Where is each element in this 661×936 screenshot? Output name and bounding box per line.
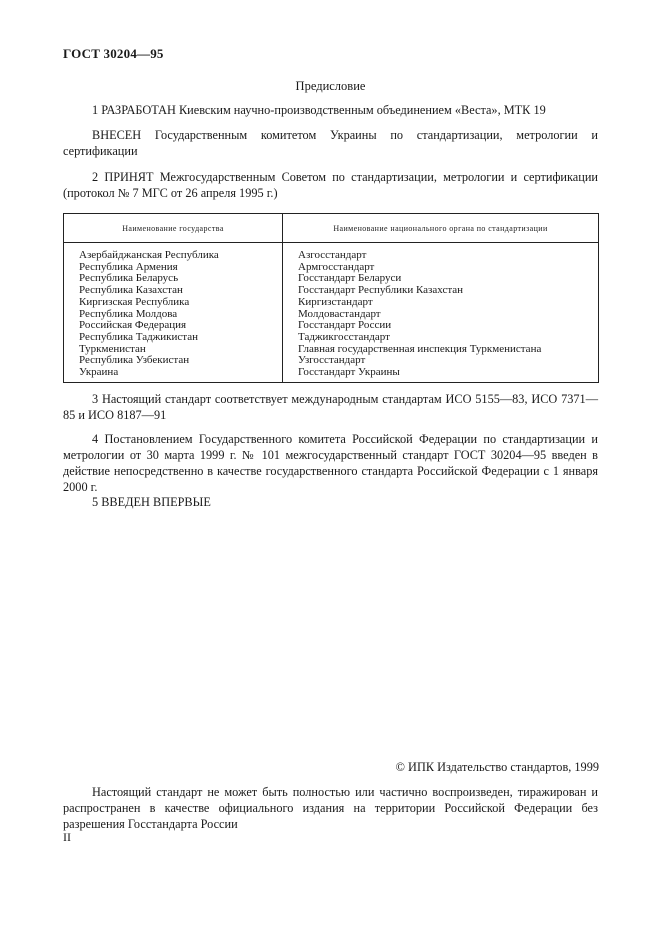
table-row <box>64 367 599 382</box>
paragraph-developed: 1 РАЗРАБОТАН Киевским научно-производственным объединением «Веста», МТК 19 <box>92 103 546 117</box>
paragraph-adopted: 2 ПРИНЯТ Межгосударственным Советом по стандартизации, метрологии и сертификации (протокол № 7 МГС от 26 апреля 1995 г.) <box>63 170 598 200</box>
authority-name-cell: Госстандарт Республики Казахстан <box>283 285 599 297</box>
state-name-cell: Туркменистан <box>64 344 283 356</box>
authority-name-cell: Госстандарт России <box>283 320 599 332</box>
state-name-cell: Российская Федерация <box>64 320 283 332</box>
table-row <box>64 297 599 309</box>
states-table <box>63 213 599 383</box>
table-header-row <box>64 214 599 243</box>
state-name-cell: Азербайджанская Республика <box>64 243 283 262</box>
paragraph-first-introduced: 5 ВВЕДЕН ВПЕРВЫЕ <box>92 495 211 509</box>
reproduction-notice: Настоящий стандарт не может быть полностью или частично воспроизведен, тиражирован и распространен в качестве официального издания на территории Российской Федерации без разрешения Госстандарта России <box>63 785 598 831</box>
authority-name-cell: Узгосстандарт <box>283 355 599 367</box>
authority-name-cell: Молдовастандарт <box>283 309 599 321</box>
copyright: © ИПК Издательство стандартов, 1999 <box>395 760 599 774</box>
authority-name-cell: Армгосстандарт <box>283 262 599 274</box>
state-name-cell: Киргизская Республика <box>64 297 283 309</box>
column-header-state: Наименование государства <box>64 214 283 243</box>
authority-name-cell: Госстандарт Украины <box>283 367 599 382</box>
table-row <box>64 332 599 344</box>
standard-code: ГОСТ 30204—95 <box>63 46 164 61</box>
state-name-cell: Республика Узбекистан <box>64 355 283 367</box>
authority-name-cell: Азгосстандарт <box>283 243 599 262</box>
authority-name-cell: Главная государственная инспекция Туркменистана <box>283 344 599 356</box>
state-name-cell: Республика Беларусь <box>64 273 283 285</box>
paragraph-introduced: ВНЕСЕН Государственным комитетом Украины по стандартизации, метрологии и сертификации <box>63 128 598 158</box>
state-name-cell: Республика Молдова <box>64 309 283 321</box>
authority-name-cell: Таджикгосстандарт <box>283 332 599 344</box>
paragraph-enactment: 4 Постановлением Государственного комитета Российской Федерации по стандартизации и метрологии от 30 марта 1999 г. № 101 межгосударственный стандарт ГОСТ 30204—95 введен в действие непосредственно в качестве государственного стандарта Российской Федерации с 1 января 2000 г. <box>63 432 598 494</box>
paragraph-conformity: 3 Настоящий стандарт соответствует международным стандартам ИСО 5155—83, ИСО 7371—85 и ИСО 8187—91 <box>63 392 598 422</box>
table-row <box>64 243 599 262</box>
state-name-cell: Республика Таджикистан <box>64 332 283 344</box>
column-header-authority: Наименование национального органа по стандартизации <box>283 214 599 243</box>
page-number: II <box>63 830 71 844</box>
state-name-cell: Республика Казахстан <box>64 285 283 297</box>
authority-name-cell: Киргизстандарт <box>283 297 599 309</box>
state-name-cell: Республика Армения <box>64 262 283 274</box>
state-name-cell: Украина <box>64 367 283 382</box>
section-title: Предисловие <box>295 79 366 93</box>
authority-name-cell: Госстандарт Беларуси <box>283 273 599 285</box>
